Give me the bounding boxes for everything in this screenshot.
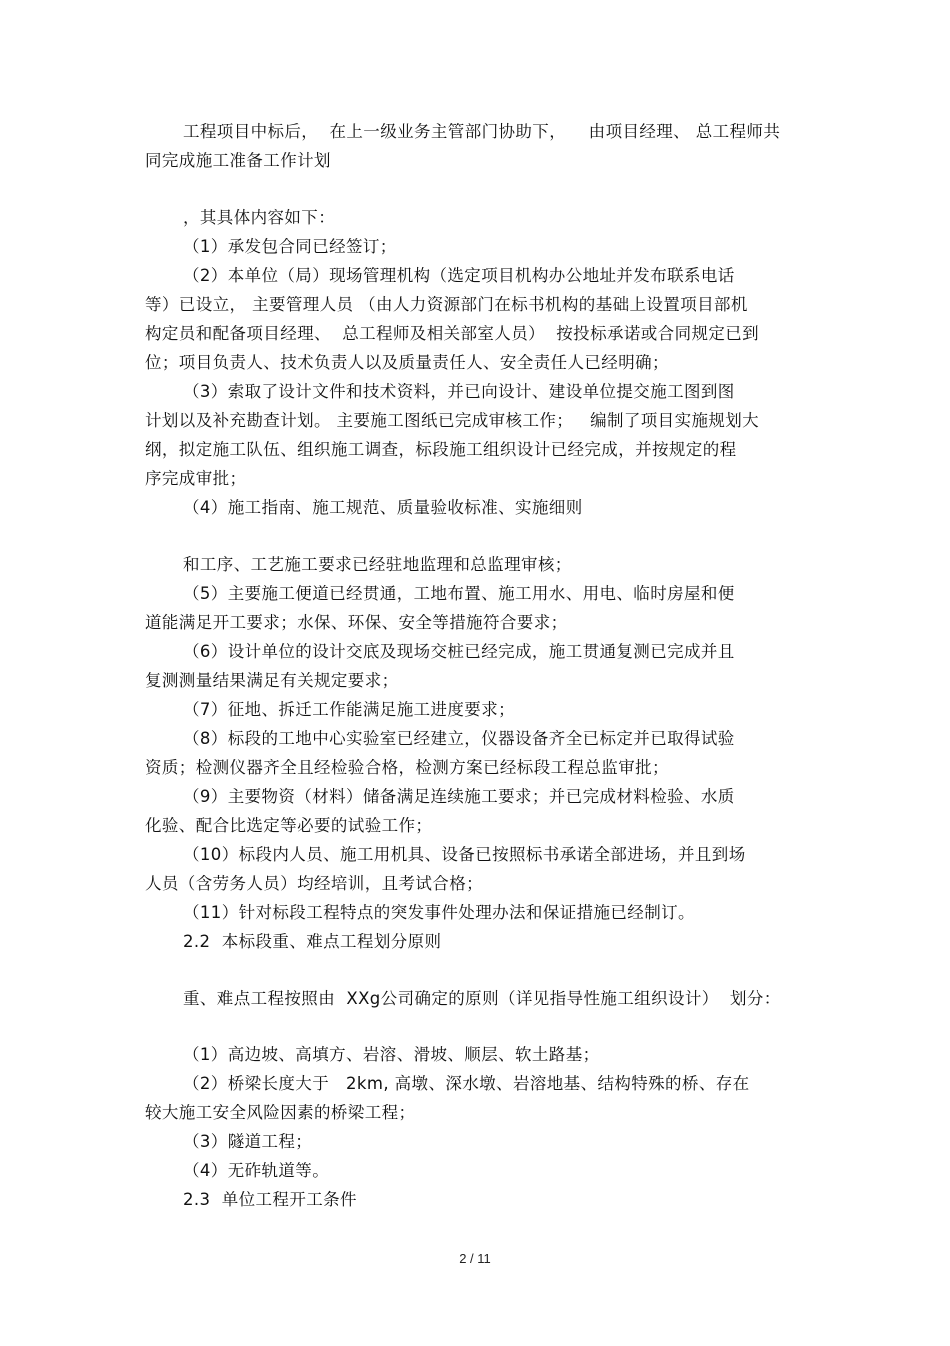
text-line: ，其具体内容如下： xyxy=(183,208,336,227)
text-line: （3）索取了设计文件和技术资料，并已向设计、建设单位提交施工图到图 xyxy=(183,382,735,401)
text-line: 序完成审批； xyxy=(145,469,247,488)
text-line: 复测测量结果满足有关规定要求； xyxy=(145,671,399,690)
text-line: （4）无砟轨道等。 xyxy=(183,1161,330,1180)
text-line: 较大施工安全风险因素的桥梁工程； xyxy=(145,1103,416,1122)
text-line: （5）主要施工便道已经贯通，工地布置、施工用水、用电、临时房屋和便 xyxy=(183,584,735,603)
text-line: 纲，拟定施工队伍、组织施工调查，标段施工组织设计已经完成，并按规定的程 xyxy=(145,440,737,459)
text-line: 道能满足开工要求；水保、环保、安全等措施符合要求； xyxy=(145,613,568,632)
text-line: 构定员和配备项目经理、 总工程师及相关部室人员） 按投标承诺或合同规定已到 xyxy=(145,324,760,343)
text-line: （8）标段的工地中心实验室已经建立，仪器设备齐全已标定并已取得试验 xyxy=(183,729,735,748)
text-line: （4）施工指南、施工规范、质量验收标准、实施细则 xyxy=(183,498,583,517)
text-line: （7）征地、拆迁工作能满足施工进度要求； xyxy=(183,700,515,719)
text-line: 等）已设立， 主要管理人员 （由人力资源部门在标书机构的基础上设置项目部机 xyxy=(145,295,748,314)
text-line: 化验、配合比选定等必要的试验工作； xyxy=(145,816,433,835)
text-line: （6）设计单位的设计交底及现场交桩已经完成，施工贯通复测已完成并且 xyxy=(183,642,735,661)
text-line: 工程项目中标后， 在上一级业务主管部门协助下， 由项目经理、 总工程师共 xyxy=(183,122,781,141)
text-line: 重、难点工程按照由 XXg公司确定的原则（详见指导性施工组织设计） 划分： xyxy=(183,989,781,1008)
text-line: 2.2 本标段重、难点工程划分原则 xyxy=(183,932,442,951)
text-line: 资质；检测仪器齐全且经检验合格，检测方案已经标段工程总监审批； xyxy=(145,758,669,777)
text-line: （10）标段内人员、施工用机具、设备已按照标书承诺全部进场，并且到场 xyxy=(183,845,746,864)
text-line: 位；项目负责人、技术负责人以及质量责任人、安全责任人已经明确； xyxy=(145,353,669,372)
text-line: （9）主要物资（材料）储备满足连续施工要求；并已完成材料检验、水质 xyxy=(183,787,735,806)
text-line: （3）隧道工程； xyxy=(183,1132,313,1151)
text-line: 同完成施工准备工作计划 xyxy=(145,151,331,170)
text-line: 计划以及补充勘查计划。 主要施工图纸已完成审核工作； 编制了项目实施规划大 xyxy=(145,411,760,430)
text-line: （2）本单位（局）现场管理机构（选定项目机构办公地址并发布联系电话 xyxy=(183,266,735,285)
text-line: 和工序、工艺施工要求已经驻地监理和总监理审核； xyxy=(183,555,572,574)
page-number: 2 / 11 xyxy=(459,1251,491,1266)
text-line: （1）高边坡、高填方、岩溶、滑坡、顺层、软土路基； xyxy=(183,1045,600,1064)
text-line: 2.3 单位工程开工条件 xyxy=(183,1190,357,1209)
text-line: 人员（含劳务人员）均经培训，且考试合格； xyxy=(145,874,483,893)
text-line: （1）承发包合同已经签订； xyxy=(183,237,397,256)
text-line: （11）针对标段工程特点的突发事件处理办法和保证措施已经制订。 xyxy=(183,903,695,922)
text-line: （2）桥梁长度大于 2km, 高墩、深水墩、岩溶地基、结构特殊的桥、存在 xyxy=(183,1074,750,1093)
